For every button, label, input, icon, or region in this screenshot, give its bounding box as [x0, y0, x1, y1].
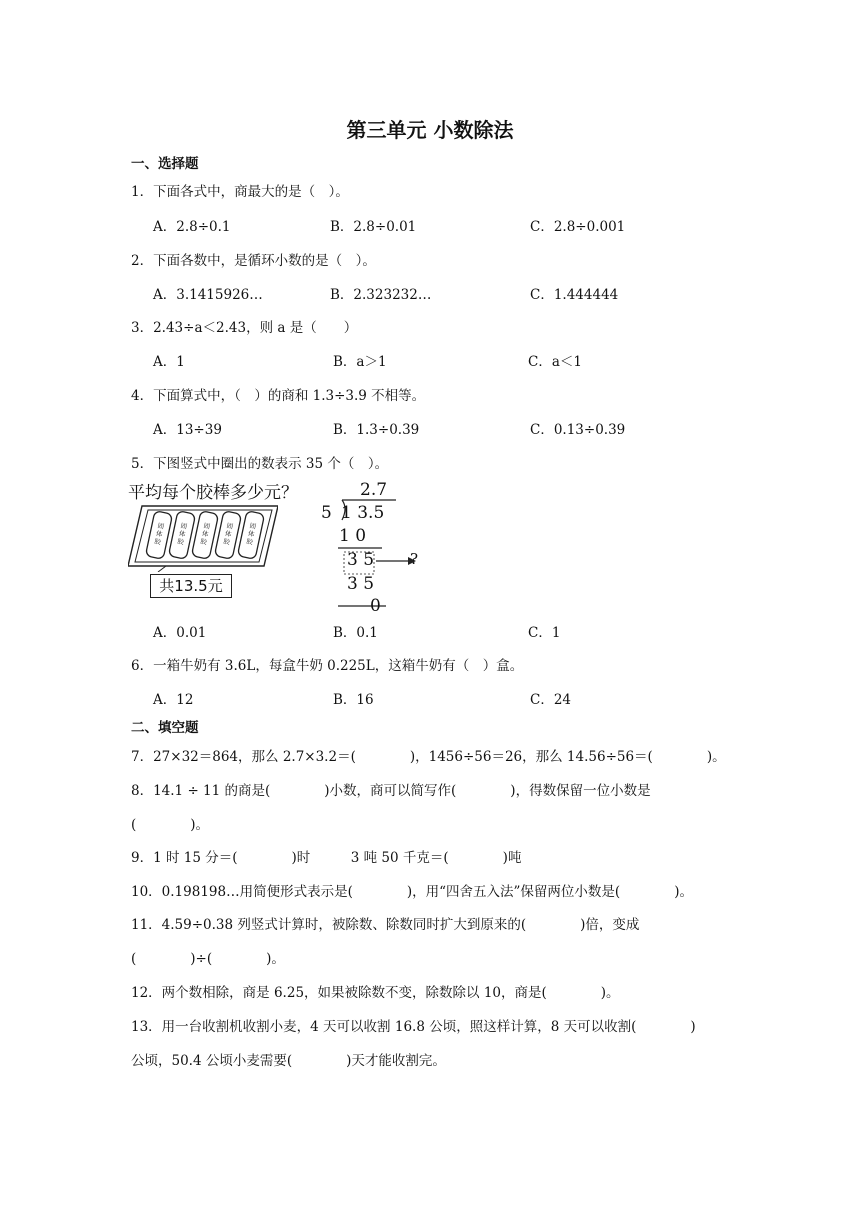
svg-text:胶: 胶 — [245, 537, 254, 547]
option-1c: C．2.8÷0.001 — [530, 219, 626, 235]
option-5a: A．0.01 — [153, 625, 207, 641]
svg-text:体: 体 — [201, 529, 210, 539]
svg-text:固: 固 — [202, 521, 211, 531]
division-step-2: 3 5 — [347, 574, 375, 594]
arrow-question-mark: ? — [410, 550, 419, 568]
option-5c: C．1 — [528, 625, 561, 641]
question-6: 6．一箱牛奶有 3.6L，每盒牛奶 0.225L，这箱牛奶有（ ）盒。 — [131, 658, 524, 674]
question-13-continued: 公顷，50.4 公顷小麦需要( )天才能收割完。 — [131, 1053, 446, 1069]
option-3a: A．1 — [153, 354, 185, 370]
svg-text:胶: 胶 — [153, 537, 162, 547]
svg-text:体: 体 — [224, 529, 233, 539]
option-2a: A．3.1415926… — [153, 287, 263, 303]
division-divisor: 5 — [321, 503, 332, 523]
question-4: 4．下面算式中，（ ）的商和 1.3÷3.9 不相等。 — [131, 388, 426, 404]
option-1b: B．2.8÷0.01 — [330, 219, 417, 235]
option-3b: B．a＞1 — [333, 354, 387, 370]
svg-text:体: 体 — [155, 529, 164, 539]
page-title: 第三单元 小数除法 — [346, 118, 514, 142]
question-9: 9．1 时 15 分＝( )时 3 吨 50 千克＝( )吨 — [131, 850, 522, 866]
figure-caption: 平均每个胶棒多少元？ — [128, 483, 298, 503]
option-4b: B．1.3÷0.39 — [333, 422, 420, 438]
svg-text:体: 体 — [178, 529, 187, 539]
svg-text:固: 固 — [179, 521, 188, 531]
division-remainder: 0 — [370, 596, 381, 616]
question-2: 2．下面各数中，是循环小数的是（ ）。 — [131, 253, 376, 269]
svg-text:胶: 胶 — [199, 537, 208, 547]
svg-text:固: 固 — [248, 521, 257, 531]
option-6b: B．16 — [333, 692, 374, 708]
option-6c: C．24 — [530, 692, 572, 708]
question-5: 5．下图竖式中圈出的数表示 35 个（ ）。 — [131, 456, 389, 472]
division-dividend: 1 3.5 — [341, 503, 385, 523]
question-7: 7．27×32＝864，那么 2.7×3.2＝( )，1456÷56＝26，那么 14.56÷56＝( )。 — [131, 749, 726, 765]
question-12: 12．两个数相除，商是 6.25，如果被除数不变，除数除以 10，商是( )。 — [131, 985, 620, 1001]
svg-text:体: 体 — [247, 529, 256, 539]
option-6a: A．12 — [153, 692, 194, 708]
question-8-continued: ( )。 — [131, 817, 210, 833]
question-10: 10．0.198198…用简便形式表示是( )，用“四舍五入法”保留两位小数是( )。 — [131, 884, 693, 900]
option-4c: C．0.13÷0.39 — [530, 422, 626, 438]
question-11: 11．4.59÷0.38 列竖式计算时，被除数、除数同时扩大到原来的( )倍，变成 — [131, 917, 640, 933]
svg-text:胶: 胶 — [176, 537, 185, 547]
question-3: 3．2.43÷a＜2.43，则 a 是（ ） — [131, 320, 358, 336]
section-heading-fill: 二、填空题 — [131, 720, 199, 736]
option-4a: A．13÷39 — [153, 422, 222, 438]
division-quotient: 2.7 — [360, 480, 388, 500]
option-2b: B．2.323232… — [330, 287, 432, 303]
question-1: 1．下面各式中，商最大的是（ ）。 — [131, 184, 349, 200]
division-step-1: 1 0 — [339, 526, 367, 546]
question-11-continued: ( )÷( )。 — [131, 951, 285, 967]
total-price-label: 共13.5元 — [150, 574, 232, 598]
option-2c: C．1.444444 — [530, 287, 619, 303]
division-circled-number: 3 5 — [347, 550, 375, 570]
svg-text:胶: 胶 — [222, 537, 231, 547]
question-5-figure — [128, 478, 438, 618]
question-8: 8．14.1 ÷ 11 的商是( )小数，商可以简写作( )，得数保留一位小数是 — [131, 783, 651, 799]
question-13: 13．用一台收割机收割小麦，4 天可以收割 16.8 公顷，照这样计算，8 天可以收割( ) — [131, 1019, 696, 1035]
svg-text:固: 固 — [156, 521, 165, 531]
option-5b: B．0.1 — [333, 625, 378, 641]
section-heading-choice: 一、选择题 — [131, 156, 199, 172]
option-1a: A．2.8÷0.1 — [153, 219, 231, 235]
option-3c: C．a＜1 — [528, 354, 582, 370]
svg-text:固: 固 — [225, 521, 234, 531]
glue-sticks-illustration — [128, 500, 278, 572]
